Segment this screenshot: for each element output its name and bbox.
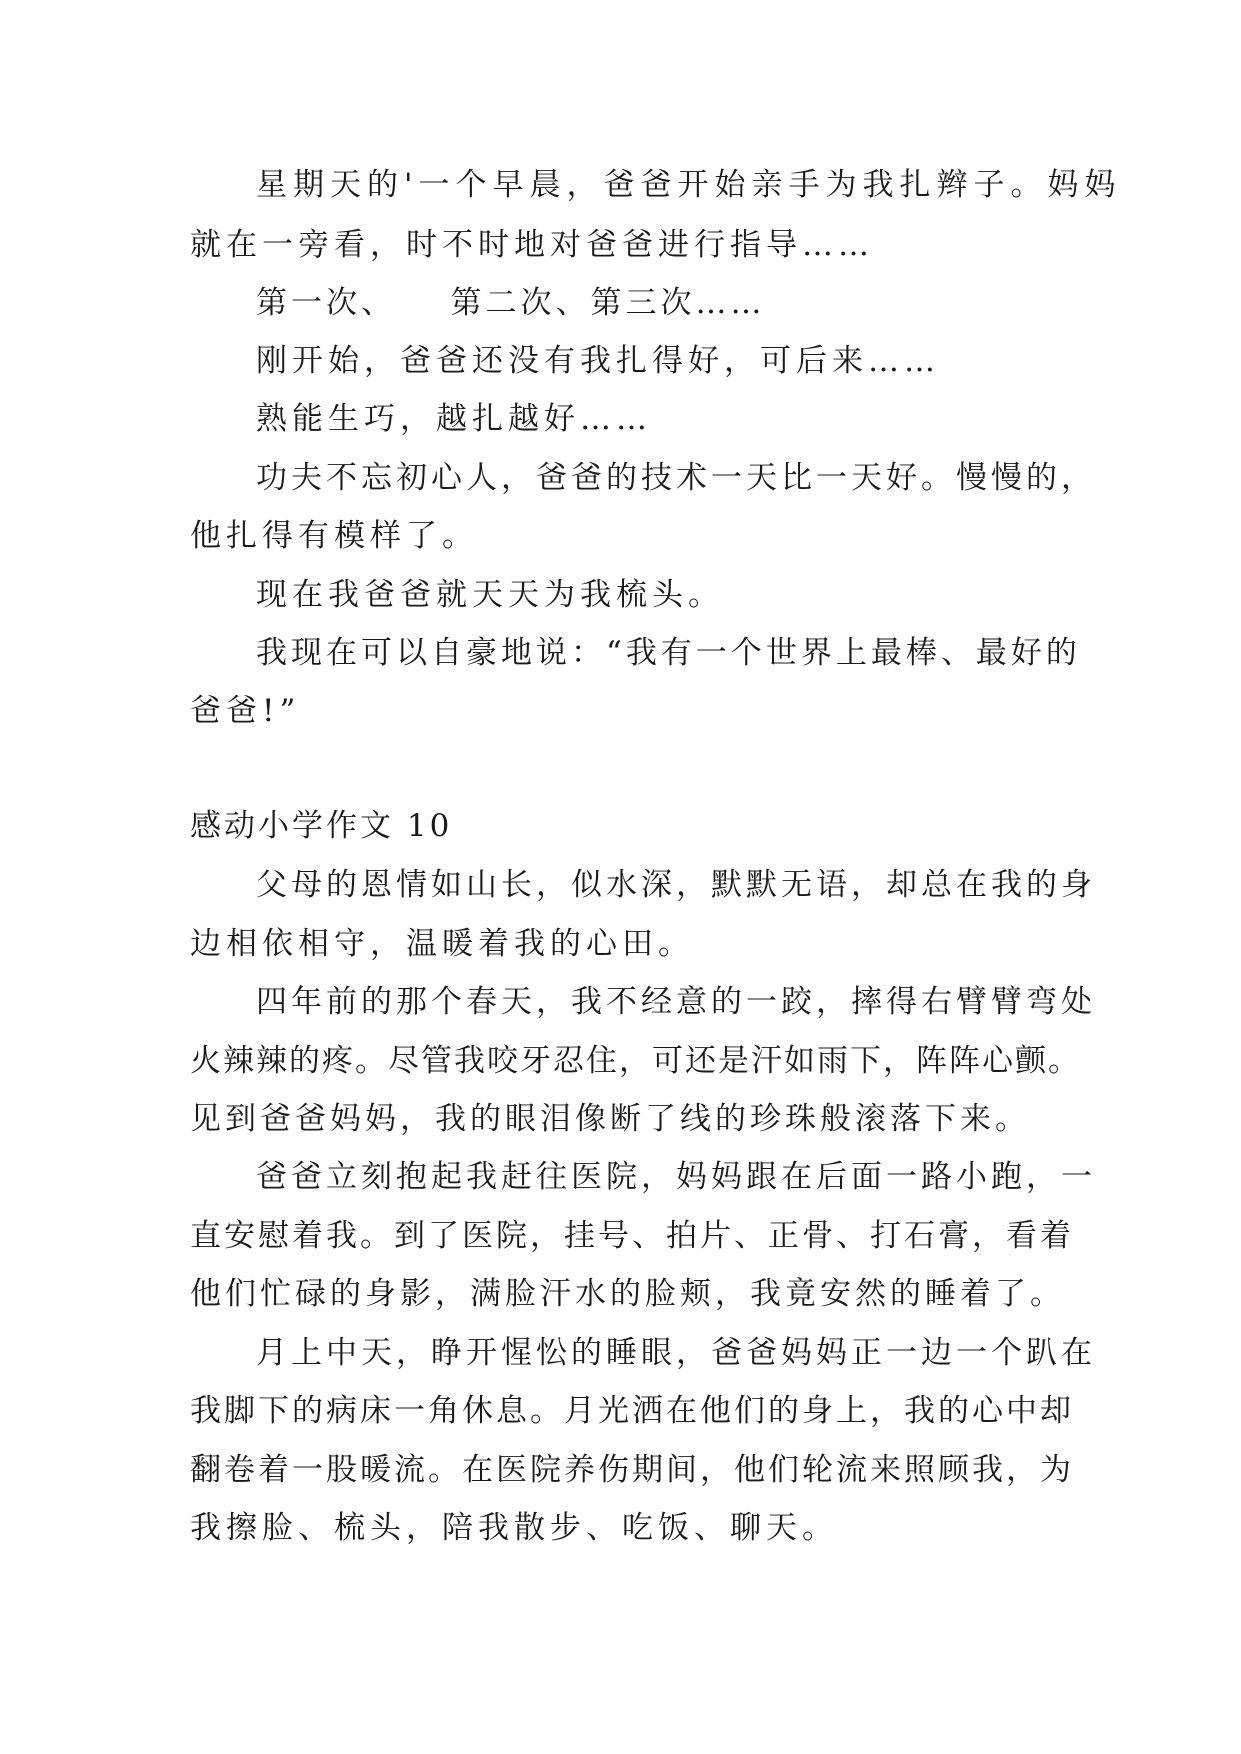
paragraph-line: 功夫不忘初心人，爸爸的技术一天比一天好。慢慢的， — [256, 460, 1096, 496]
paragraph-line: 我脚下的病床一角休息。月光洒在他们的身上，我的心中却 — [190, 1393, 1074, 1429]
paragraph-line: 父母的恩情如山长，似水深，默默无语，却总在我的身 — [256, 867, 1096, 903]
paragraph-line: 他扎得有模样了。 — [190, 518, 478, 554]
paragraph-line: 翻卷着一股暖流。在医院养伤期间，他们轮流来照顾我，为 — [190, 1452, 1074, 1488]
paragraph-line: 月上中天，睁开惺忪的睡眼，爸爸妈妈正一边一个趴在 — [256, 1335, 1096, 1371]
paragraph-line: 星期天的'一个早晨，爸爸开始亲手为我扎辫子。妈妈 — [256, 167, 1122, 203]
paragraph-line: 他们忙碌的身影，满脸汗水的脸颊，我竟安然的睡着了。 — [190, 1276, 1065, 1312]
section-heading: 感动小学作文 10 — [190, 808, 453, 844]
paragraph-line: 四年前的那个春天，我不经意的一跤，摔得右臂臂弯处 — [256, 984, 1096, 1020]
paragraph-line: 我现在可以自豪地说：“我有一个世界上最棒、最好的 — [256, 635, 1081, 671]
paragraph-line: 熟能生巧，越扎越好…… — [256, 401, 652, 437]
paragraph-line: 爸爸!” — [190, 693, 301, 729]
paragraph-line: 边相依相守，温暖着我的心田。 — [190, 926, 694, 962]
paragraph-line: 我擦脸、梳头，陪我散步、吃饭、聊天。 — [190, 1510, 838, 1546]
paragraph-line: 直安慰着我。到了医院，挂号、拍片、正骨、打石膏，看着 — [190, 1218, 1074, 1254]
paragraph-line: 见到爸爸妈妈，我的眼泪像断了线的珍珠般滚落下来。 — [190, 1101, 1030, 1137]
paragraph-line: 刚开始，爸爸还没有我扎得好，可后来…… — [256, 343, 940, 379]
paragraph-line: 爸爸立刻抱起我赶往医院，妈妈跟在后面一路小跑，一 — [256, 1159, 1096, 1195]
paragraph-line: 第一次、 第二次、第三次…… — [256, 285, 766, 321]
paragraph-line: 就在一旁看，时不时地对爸爸进行指导…… — [190, 227, 874, 263]
paragraph-line: 火辣辣的疼。尽管我咬牙忍住，可还是汗如雨下，阵阵心颤。 — [190, 1043, 1081, 1079]
paragraph-line: 现在我爸爸就天天为我梳头。 — [256, 577, 724, 613]
